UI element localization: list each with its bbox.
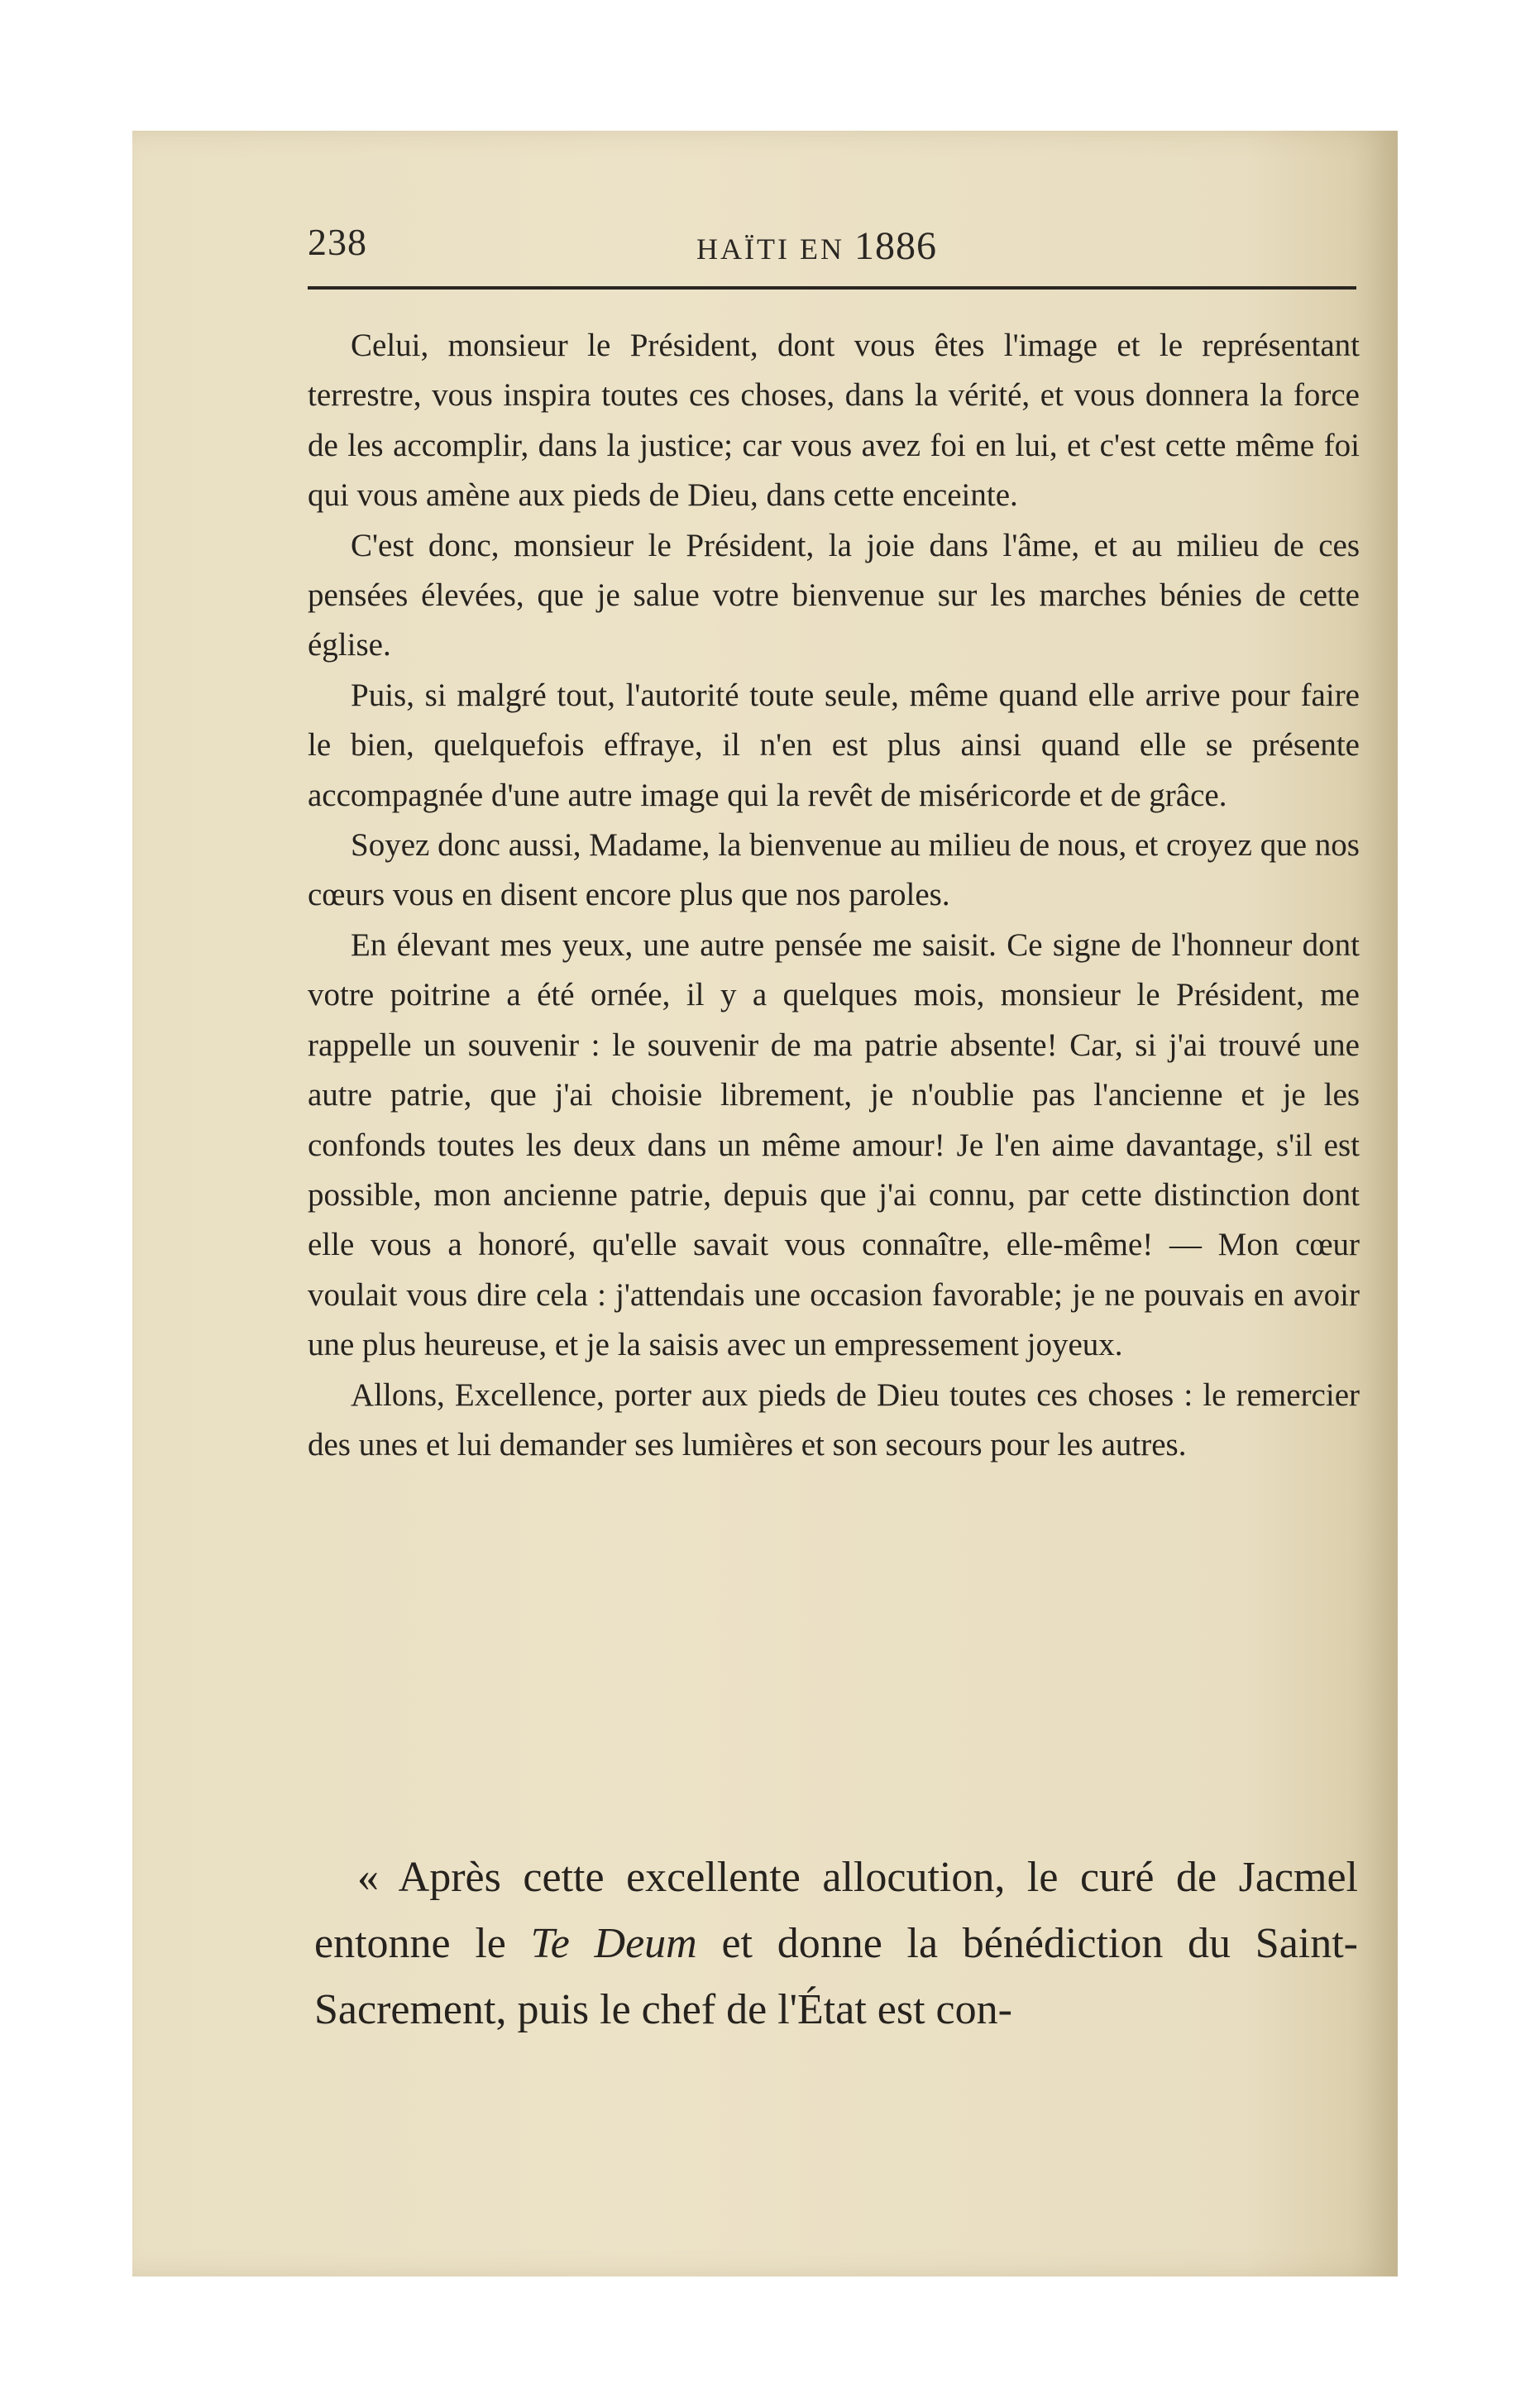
closing-text-start: « Après cette excellente allocution, le curé de Jacmel entonne le <box>314 1854 1358 1967</box>
running-title-year: 1886 <box>854 224 937 268</box>
closing-paragraph <box>314 1845 1358 2043</box>
paragraph: C'est donc, monsieur le Président, la joie dans l'âme, et au milieu de ces pensées élevées, que je salue votre bienvenue sur les marches bénies de cette église. <box>308 527 1360 663</box>
paragraph: Celui, monsieur le Président, dont vous êtes l'image et le représentant terrestre, vous inspira toutes ces choses, dans la vérité, et vous donnera la force de les accomplir, dans la justice; car vous avez foi en lui, et c'est cette même foi qui vous amène aux pieds de Dieu, dans cette enceinte. <box>308 328 1360 514</box>
closing-italic-text: Te Deum <box>530 1920 697 1967</box>
closing-text-end: et donne la bénédiction du Saint-Sacrement, puis le chef de l'État est con- <box>314 1920 1358 2033</box>
paragraph: En élevant mes yeux, une autre pensée me saisit. Ce signe de l'honneur dont votre poitrine a été ornée, il y a quelques mois, monsieur le Président, me rappelle un souvenir : le souvenir de ma patrie absente! Car, si j'ai trouvé une autre patrie, que j'ai choisie librement, je n'oublie pas l'ancienne et je les confonds toutes les deux dans un même amour! Je l'en aime davantage, s'il est possible, mon ancienne patrie, depuis que j'ai connu, par cette distinction dont elle vous a honoré, qu'elle savait vous connaître, elle-même! — Mon cœur voulait vous dire cela : j'attendais une occasion favorable; je ne pouvais en avoir une plus heureuse, et je la saisis avec un empressement joyeux. <box>308 926 1360 1363</box>
page-number: 238 <box>308 221 367 263</box>
page-header <box>308 220 1366 270</box>
running-title-text: HAÏTI EN <box>696 232 844 266</box>
running-title <box>696 223 937 269</box>
paragraph: Soyez donc aussi, Madame, la bienvenue au milieu de nous, et croyez que nos cœurs vous en disent encore plus que nos paroles. <box>308 827 1360 913</box>
body-text <box>308 321 1360 1470</box>
paragraph: Allons, Excellence, porter aux pieds de Dieu toutes ces choses : le remercier des unes et lui demander ses lumières et son secours pour les autres. <box>308 1376 1360 1463</box>
paragraph: Puis, si malgré tout, l'autorité toute seule, même quand elle arrive pour faire le bien, quelquefois effraye, il n'en est plus ainsi quand elle se présente accompagnée d'une autre image qui la revêt de miséricorde et de grâce. <box>308 677 1360 813</box>
header-rule <box>308 286 1356 290</box>
